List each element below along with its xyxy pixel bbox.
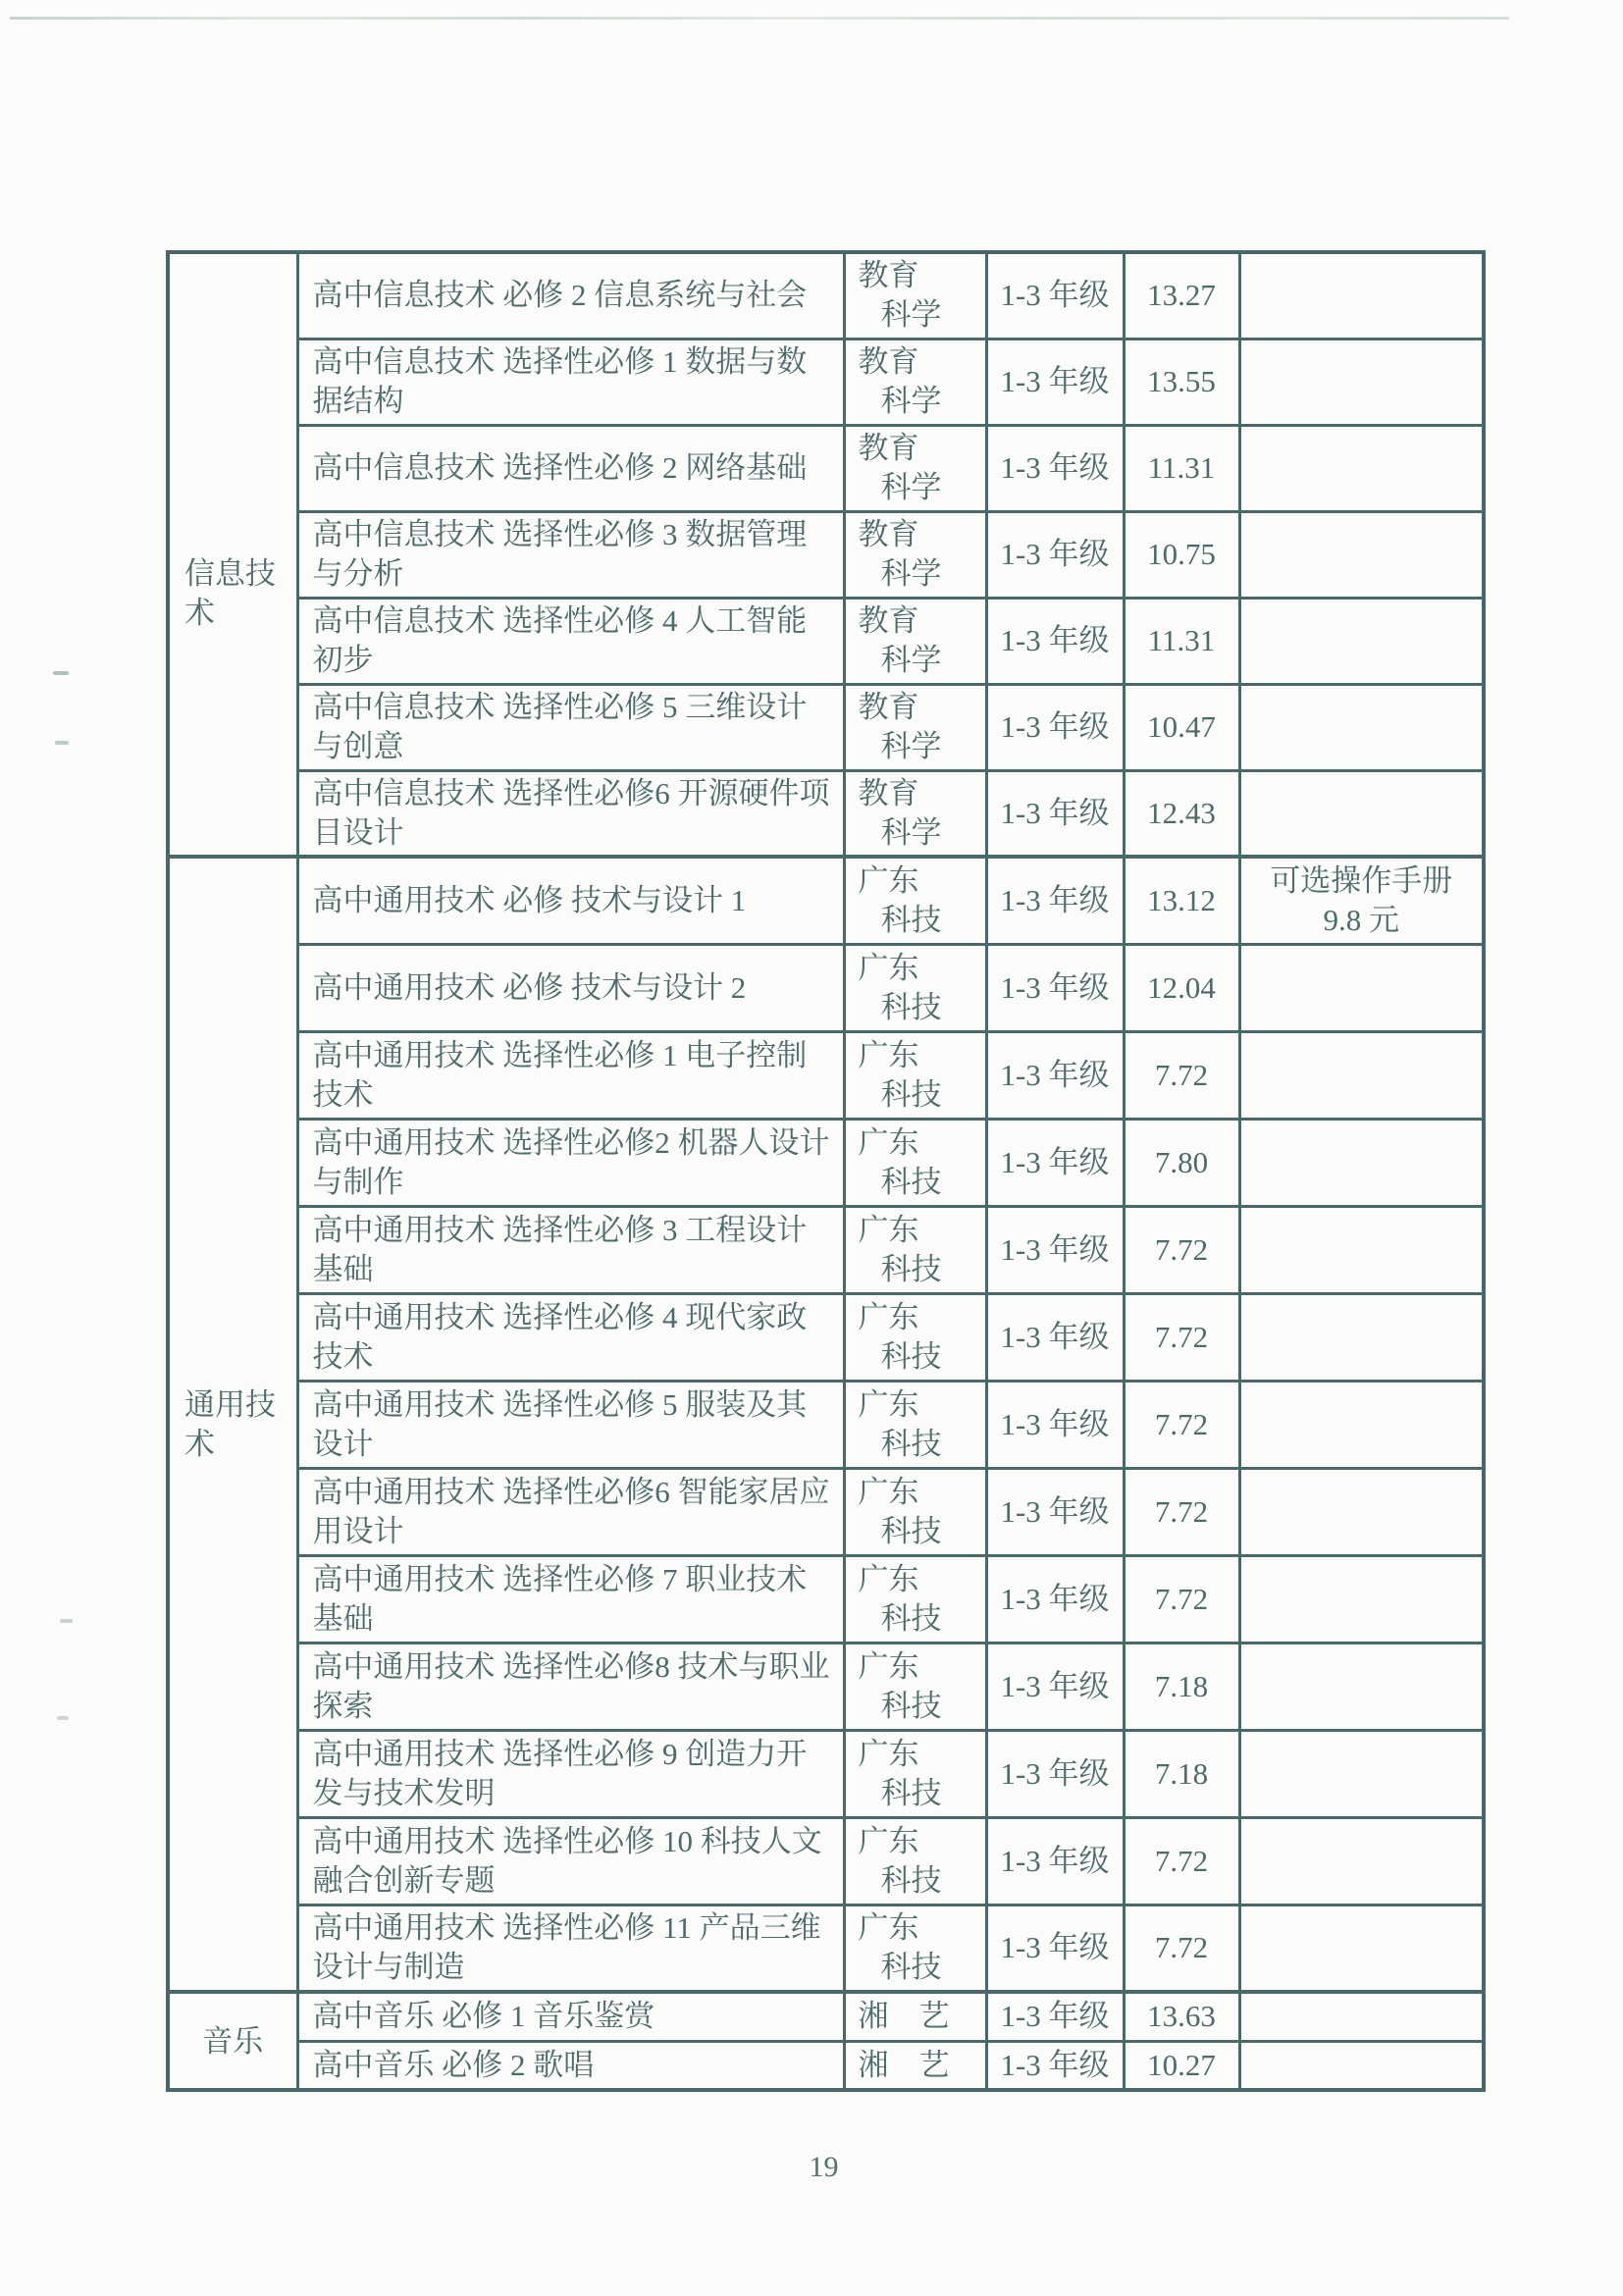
textbook-table-body [168,252,1484,2090]
publisher-line: 广东 [858,1386,919,1422]
publisher-cell [844,598,986,684]
publisher-cell [844,1381,986,1468]
grade-cell: 1-3 年级 [986,1381,1124,1468]
publisher-line: 教育 [858,603,919,638]
title-cell: 高中信息技术 选择性必修 1 数据与数据结构 [297,339,844,425]
publisher-cell [844,1992,986,2041]
publisher-line: 科技 [880,902,942,937]
publisher-line: 科技 [880,1600,942,1636]
publisher-line: 广东 [858,1561,919,1596]
title-cell: 高中信息技术 选择性必修 4 人工智能初步 [297,598,844,684]
scan-streak-artifact [10,17,1509,20]
grade-cell: 1-3 年级 [986,1031,1124,1119]
publisher-line: 广东 [858,862,919,898]
publisher-cell [844,1293,986,1381]
publisher-line: 科技 [880,1338,942,1374]
grade-cell: 1-3 年级 [986,1905,1124,1992]
publisher-line: 科技 [880,1426,942,1461]
title-cell: 高中通用技术 选择性必修 5 服装及其设计 [297,1381,844,1468]
publisher-cell [844,684,986,770]
title-cell: 高中通用技术 选择性必修 3 工程设计基础 [297,1206,844,1293]
table-row [168,1031,1484,1119]
table-row [168,511,1484,598]
table-row [168,1992,1484,2041]
publisher-line: 科技 [880,1251,942,1286]
note-cell [1239,857,1484,944]
table-row [168,857,1484,944]
grade-cell: 1-3 年级 [986,339,1124,425]
grade-cell: 1-3 年级 [986,1992,1124,2041]
grade-cell: 1-3 年级 [986,1643,1124,1730]
note-cell [1239,1031,1484,1119]
price-cell: 11.31 [1124,598,1239,684]
table-row [168,1905,1484,1992]
note-cell [1239,339,1484,425]
publisher-line: 科学 [880,297,942,333]
title-cell: 高中通用技术 必修 技术与设计 2 [297,944,844,1031]
category-cell: 音乐 [168,1992,297,2090]
price-cell: 12.43 [1124,770,1239,857]
grade-cell: 1-3 年级 [986,1468,1124,1555]
note-cell [1239,1992,1484,2041]
publisher-line: 科技 [880,1862,942,1898]
publisher-line: 教育 [858,775,919,810]
note-cell [1239,944,1484,1031]
publisher-line: 教育 [858,690,919,724]
table-row [168,339,1484,425]
title-cell: 高中通用技术 必修 技术与设计 1 [297,857,844,944]
note-cell [1239,1555,1484,1643]
price-cell: 7.18 [1124,1643,1239,1730]
publisher-line: 广东 [858,1648,919,1684]
price-cell: 7.72 [1124,1381,1239,1468]
note-cell [1239,598,1484,684]
price-cell: 7.72 [1124,1817,1239,1905]
price-cell: 13.12 [1124,857,1239,944]
publisher-cell [844,1468,986,1555]
publisher-line: 湘 艺 [858,1999,950,2034]
publisher-line: 科学 [880,643,942,677]
publisher-line: 科技 [880,1164,942,1199]
publisher-line: 科学 [880,384,942,418]
note-cell [1239,1293,1484,1381]
publisher-cell [844,770,986,857]
margin-dash [53,671,69,675]
grade-cell: 1-3 年级 [986,944,1124,1031]
title-cell: 高中通用技术 选择性必修 4 现代家政技术 [297,1293,844,1381]
publisher-line: 科学 [880,556,942,591]
grade-cell: 1-3 年级 [986,1206,1124,1293]
note-cell [1239,1119,1484,1206]
grade-cell: 1-3 年级 [986,684,1124,770]
title-cell: 高中信息技术 选择性必修 5 三维设计与创意 [297,684,844,770]
publisher-cell [844,1119,986,1206]
grade-cell: 1-3 年级 [986,425,1124,511]
title-cell: 高中信息技术 必修 2 信息系统与社会 [297,252,844,339]
publisher-cell [844,1031,986,1119]
title-cell: 高中音乐 必修 1 音乐鉴赏 [297,1992,844,2041]
grade-cell: 1-3 年级 [986,598,1124,684]
publisher-line: 广东 [858,1823,919,1858]
publisher-line: 科技 [880,989,942,1024]
note-cell [1239,770,1484,857]
publisher-line: 教育 [858,517,919,551]
grade-cell: 1-3 年级 [986,2041,1124,2090]
table-row [168,1293,1484,1381]
title-cell: 高中通用技术 选择性必修6 智能家居应用设计 [297,1468,844,1555]
price-cell: 7.72 [1124,1031,1239,1119]
title-cell: 高中通用技术 选择性必修 9 创造力开发与技术发明 [297,1730,844,1817]
margin-dash [57,1716,69,1720]
title-cell: 高中通用技术 选择性必修 11 产品三维设计与制造 [297,1905,844,1992]
note-cell [1239,252,1484,339]
note-cell [1239,1817,1484,1905]
publisher-cell [844,944,986,1031]
publisher-line: 科技 [880,1513,942,1548]
publisher-cell [844,1817,986,1905]
note-line: 可选操作手册 [1270,862,1453,898]
note-cell [1239,425,1484,511]
note-cell [1239,511,1484,598]
publisher-line: 科技 [880,1688,942,1723]
price-cell: 10.27 [1124,2041,1239,2090]
price-cell: 7.80 [1124,1119,1239,1206]
publisher-cell [844,857,986,944]
publisher-line: 广东 [858,1910,919,1946]
page-number: 19 [809,2151,839,2183]
note-cell [1239,2041,1484,2090]
price-cell: 12.04 [1124,944,1239,1031]
grade-cell: 1-3 年级 [986,252,1124,339]
note-line: 9.8 元 [1323,902,1399,937]
table-row [168,1468,1484,1555]
note-cell [1239,1468,1484,1555]
publisher-cell [844,1206,986,1293]
title-cell: 高中通用技术 选择性必修2 机器人设计与制作 [297,1119,844,1206]
publisher-line: 广东 [858,1736,919,1771]
table-row [168,1555,1484,1643]
publisher-line: 广东 [858,950,919,985]
publisher-cell [844,425,986,511]
publisher-cell [844,2041,986,2090]
price-cell: 7.72 [1124,1206,1239,1293]
price-cell: 7.72 [1124,1555,1239,1643]
note-cell [1239,1206,1484,1293]
price-cell: 13.27 [1124,252,1239,339]
table-row [168,1119,1484,1206]
table-row [168,252,1484,339]
publisher-cell [844,511,986,598]
publisher-line: 科技 [880,1950,942,1985]
publisher-line: 广东 [858,1474,919,1509]
title-cell: 高中信息技术 选择性必修 2 网络基础 [297,425,844,511]
title-cell: 高中通用技术 选择性必修8 技术与职业探索 [297,1643,844,1730]
note-cell [1239,1381,1484,1468]
publisher-line: 教育 [858,431,919,465]
publisher-line: 科学 [880,729,942,763]
publisher-line: 科技 [880,1775,942,1810]
price-cell: 7.18 [1124,1730,1239,1817]
textbook-table [166,250,1486,2092]
publisher-cell [844,252,986,339]
price-cell: 10.75 [1124,511,1239,598]
publisher-line: 科技 [880,1076,942,1112]
table-row [168,684,1484,770]
grade-cell: 1-3 年级 [986,1555,1124,1643]
price-cell: 7.72 [1124,1905,1239,1992]
grade-cell: 1-3 年级 [986,1730,1124,1817]
grade-cell: 1-3 年级 [986,1817,1124,1905]
title-cell: 高中通用技术 选择性必修 1 电子控制技术 [297,1031,844,1119]
note-cell [1239,1905,1484,1992]
title-cell: 高中通用技术 选择性必修 10 科技人文融合创新专题 [297,1817,844,1905]
table-row [168,425,1484,511]
publisher-cell [844,1730,986,1817]
title-cell: 高中信息技术 选择性必修 3 数据管理与分析 [297,511,844,598]
note-cell [1239,1643,1484,1730]
price-cell: 10.47 [1124,684,1239,770]
table-row [168,1817,1484,1905]
price-cell: 13.63 [1124,1992,1239,2041]
grade-cell: 1-3 年级 [986,1119,1124,1206]
grade-cell: 1-3 年级 [986,857,1124,944]
margin-dash [60,1619,73,1623]
table-row [168,1206,1484,1293]
note-cell [1239,684,1484,770]
price-cell: 7.72 [1124,1468,1239,1555]
title-cell: 高中音乐 必修 2 歌唱 [297,2041,844,2090]
publisher-line: 广东 [858,1212,919,1247]
margin-dash [55,741,69,745]
category-cell: 信息技术 [168,252,297,857]
publisher-line: 广东 [858,1299,919,1334]
table-row [168,770,1484,857]
table-row [168,598,1484,684]
price-cell: 13.55 [1124,339,1239,425]
table-row [168,2041,1484,2090]
note-cell [1239,1730,1484,1817]
publisher-line: 湘 艺 [858,2047,950,2082]
publisher-cell [844,1555,986,1643]
table-row [168,944,1484,1031]
title-cell: 高中信息技术 选择性必修6 开源硬件项目设计 [297,770,844,857]
price-cell: 7.72 [1124,1293,1239,1381]
category-cell: 通用技术 [168,857,297,1992]
publisher-cell [844,339,986,425]
title-cell: 高中通用技术 选择性必修 7 职业技术基础 [297,1555,844,1643]
table-row [168,1730,1484,1817]
publisher-cell [844,1643,986,1730]
grade-cell: 1-3 年级 [986,1293,1124,1381]
publisher-line: 教育 [858,258,919,293]
table-row [168,1381,1484,1468]
publisher-line: 科学 [880,814,942,850]
grade-cell: 1-3 年级 [986,511,1124,598]
publisher-line: 教育 [858,344,919,379]
table-row [168,1643,1484,1730]
publisher-line: 科学 [880,470,942,504]
publisher-cell [844,1905,986,1992]
grade-cell: 1-3 年级 [986,770,1124,857]
publisher-line: 广东 [858,1124,919,1160]
price-cell: 11.31 [1124,425,1239,511]
publisher-line: 广东 [858,1037,919,1072]
